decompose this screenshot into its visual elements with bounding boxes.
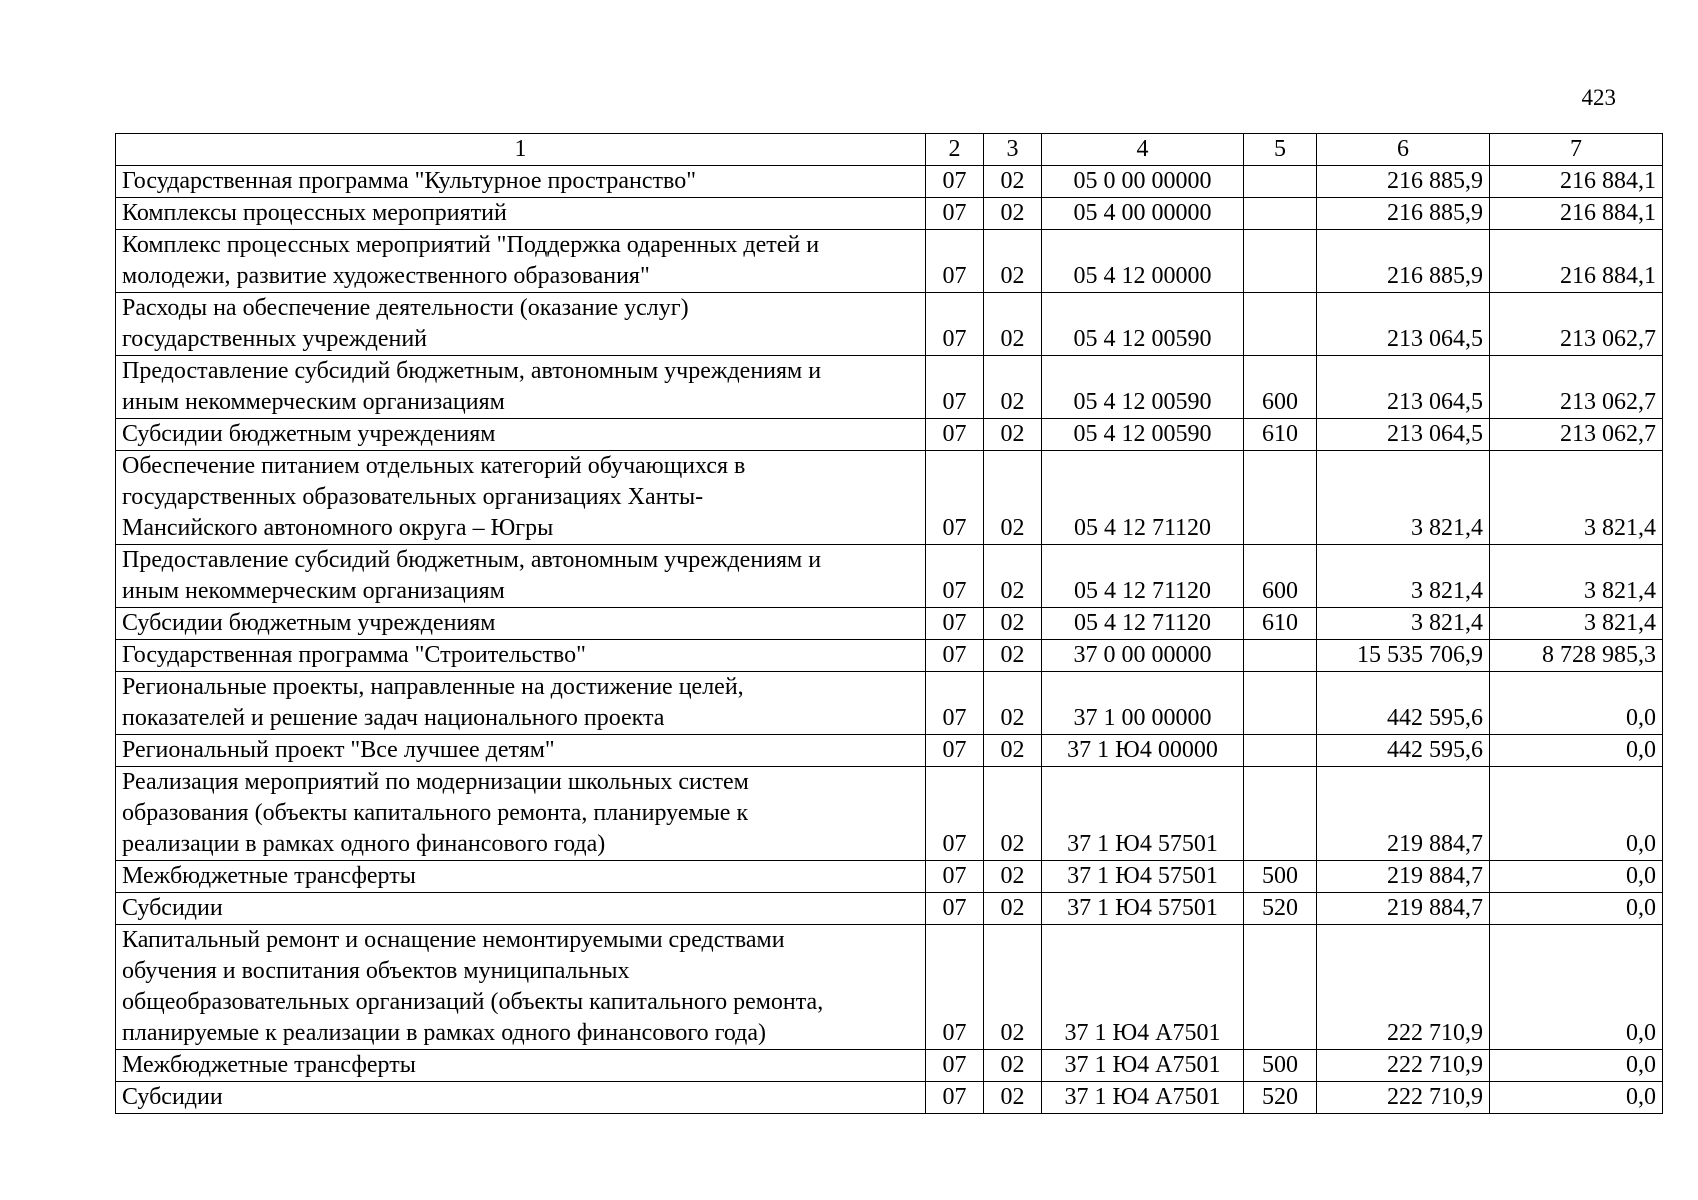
row-name-cell: Комплексы процессных мероприятий xyxy=(116,198,926,230)
row-target-article-cell: 37 1 Ю4 57501 xyxy=(1042,861,1244,893)
row-name-cell: Субсидии бюджетным учреждениям xyxy=(116,419,926,451)
table-row xyxy=(116,166,1663,198)
row-subsection-cell: 02 xyxy=(984,767,1042,861)
row-amount-2-cell: 0,0 xyxy=(1490,672,1663,735)
table-row xyxy=(116,419,1663,451)
row-section-cell: 07 xyxy=(926,419,984,451)
row-target-article-cell: 37 1 Ю4 А7501 xyxy=(1042,1050,1244,1082)
row-name-cell: Расходы на обеспечение деятельности (оказание услуг) государственных учреждений xyxy=(116,293,926,356)
row-name-cell: Реализация мероприятий по модернизации школьных систем образования (объекты капитального ремонта, планируемые к реализации в рамках одного финансового года) xyxy=(116,767,926,861)
row-section-cell: 07 xyxy=(926,925,984,1050)
table-row xyxy=(116,451,1663,545)
row-section-cell: 07 xyxy=(926,893,984,925)
row-name-cell: Субсидии xyxy=(116,1082,926,1114)
row-section-cell: 07 xyxy=(926,230,984,293)
row-subsection-cell: 02 xyxy=(984,230,1042,293)
row-amount-1-cell: 3 821,4 xyxy=(1317,608,1490,640)
row-name-cell: Обеспечение питанием отдельных категорий обучающихся в государственных образовательных организациях Ханты- Мансийского автономного округа – Югры xyxy=(116,451,926,545)
row-subsection-cell: 02 xyxy=(984,356,1042,419)
row-target-article-cell: 05 4 12 71120 xyxy=(1042,608,1244,640)
row-target-article-cell: 37 1 Ю4 57501 xyxy=(1042,767,1244,861)
row-amount-2-cell: 0,0 xyxy=(1490,1050,1663,1082)
row-subsection-cell: 02 xyxy=(984,672,1042,735)
row-subsection-cell: 02 xyxy=(984,861,1042,893)
row-target-article-cell: 05 4 12 00590 xyxy=(1042,356,1244,419)
row-expense-type-cell xyxy=(1244,230,1317,293)
row-section-cell: 07 xyxy=(926,640,984,672)
row-amount-1-cell: 213 064,5 xyxy=(1317,356,1490,419)
row-section-cell: 07 xyxy=(926,293,984,356)
row-expense-type-cell xyxy=(1244,735,1317,767)
row-expense-type-cell: 610 xyxy=(1244,608,1317,640)
row-subsection-cell: 02 xyxy=(984,735,1042,767)
row-amount-1-cell: 219 884,7 xyxy=(1317,893,1490,925)
row-expense-type-cell: 500 xyxy=(1244,1050,1317,1082)
row-amount-1-cell: 222 710,9 xyxy=(1317,1050,1490,1082)
row-name-cell: Межбюджетные трансферты xyxy=(116,861,926,893)
row-amount-1-cell: 3 821,4 xyxy=(1317,451,1490,545)
row-expense-type-cell xyxy=(1244,198,1317,230)
row-amount-1-cell: 219 884,7 xyxy=(1317,861,1490,893)
row-expense-type-cell: 600 xyxy=(1244,545,1317,608)
row-target-article-cell: 05 4 12 00000 xyxy=(1042,230,1244,293)
header-row xyxy=(116,134,1663,166)
column-header-3: 3 xyxy=(984,134,1042,166)
row-name-cell: Государственная программа "Строительство" xyxy=(116,640,926,672)
table-row xyxy=(116,861,1663,893)
row-amount-2-cell: 3 821,4 xyxy=(1490,545,1663,608)
row-amount-1-cell: 219 884,7 xyxy=(1317,767,1490,861)
table-row xyxy=(116,767,1663,861)
column-header-4: 4 xyxy=(1042,134,1244,166)
row-section-cell: 07 xyxy=(926,608,984,640)
row-name-cell: Межбюджетные трансферты xyxy=(116,1050,926,1082)
row-expense-type-cell xyxy=(1244,767,1317,861)
row-amount-2-cell: 0,0 xyxy=(1490,925,1663,1050)
row-subsection-cell: 02 xyxy=(984,608,1042,640)
row-target-article-cell: 37 1 Ю4 57501 xyxy=(1042,893,1244,925)
table-row xyxy=(116,1082,1663,1114)
table-row xyxy=(116,545,1663,608)
row-expense-type-cell xyxy=(1244,640,1317,672)
row-target-article-cell: 37 1 Ю4 00000 xyxy=(1042,735,1244,767)
row-expense-type-cell: 520 xyxy=(1244,1082,1317,1114)
row-amount-1-cell: 213 064,5 xyxy=(1317,419,1490,451)
table-row xyxy=(116,1050,1663,1082)
row-subsection-cell: 02 xyxy=(984,1082,1042,1114)
column-header-6: 6 xyxy=(1317,134,1490,166)
table-row xyxy=(116,925,1663,1050)
row-amount-1-cell: 216 885,9 xyxy=(1317,198,1490,230)
row-target-article-cell: 37 1 00 00000 xyxy=(1042,672,1244,735)
table-row xyxy=(116,893,1663,925)
row-amount-2-cell: 216 884,1 xyxy=(1490,198,1663,230)
row-name-cell: Субсидии xyxy=(116,893,926,925)
row-expense-type-cell: 520 xyxy=(1244,893,1317,925)
row-expense-type-cell xyxy=(1244,293,1317,356)
row-target-article-cell: 05 4 12 71120 xyxy=(1042,451,1244,545)
table-body xyxy=(116,166,1663,1114)
row-amount-1-cell: 216 885,9 xyxy=(1317,166,1490,198)
row-amount-2-cell: 213 062,7 xyxy=(1490,419,1663,451)
row-subsection-cell: 02 xyxy=(984,198,1042,230)
row-subsection-cell: 02 xyxy=(984,893,1042,925)
row-amount-2-cell: 213 062,7 xyxy=(1490,356,1663,419)
row-subsection-cell: 02 xyxy=(984,166,1042,198)
row-name-cell: Комплекс процессных мероприятий "Поддержка одаренных детей и молодежи, развитие художественного образования" xyxy=(116,230,926,293)
row-target-article-cell: 05 0 00 00000 xyxy=(1042,166,1244,198)
table-row xyxy=(116,198,1663,230)
column-header-7: 7 xyxy=(1490,134,1663,166)
column-header-2: 2 xyxy=(926,134,984,166)
row-amount-2-cell: 0,0 xyxy=(1490,1082,1663,1114)
row-amount-1-cell: 216 885,9 xyxy=(1317,230,1490,293)
table-row xyxy=(116,640,1663,672)
row-section-cell: 07 xyxy=(926,451,984,545)
row-expense-type-cell xyxy=(1244,925,1317,1050)
row-target-article-cell: 05 4 12 00590 xyxy=(1042,293,1244,356)
row-section-cell: 07 xyxy=(926,545,984,608)
row-section-cell: 07 xyxy=(926,672,984,735)
row-section-cell: 07 xyxy=(926,198,984,230)
row-target-article-cell: 37 0 00 00000 xyxy=(1042,640,1244,672)
row-amount-2-cell: 8 728 985,3 xyxy=(1490,640,1663,672)
row-target-article-cell: 05 4 00 00000 xyxy=(1042,198,1244,230)
row-section-cell: 07 xyxy=(926,166,984,198)
row-subsection-cell: 02 xyxy=(984,451,1042,545)
row-subsection-cell: 02 xyxy=(984,545,1042,608)
row-amount-1-cell: 3 821,4 xyxy=(1317,545,1490,608)
row-expense-type-cell xyxy=(1244,451,1317,545)
row-amount-1-cell: 222 710,9 xyxy=(1317,1082,1490,1114)
row-amount-2-cell: 213 062,7 xyxy=(1490,293,1663,356)
row-amount-2-cell: 0,0 xyxy=(1490,893,1663,925)
table-row xyxy=(116,735,1663,767)
row-amount-1-cell: 15 535 706,9 xyxy=(1317,640,1490,672)
table-row xyxy=(116,672,1663,735)
row-expense-type-cell xyxy=(1244,672,1317,735)
row-amount-2-cell: 0,0 xyxy=(1490,767,1663,861)
row-subsection-cell: 02 xyxy=(984,1050,1042,1082)
row-expense-type-cell: 610 xyxy=(1244,419,1317,451)
row-expense-type-cell xyxy=(1244,166,1317,198)
row-name-cell: Предоставление субсидий бюджетным, автономным учреждениям и иным некоммерческим организациям xyxy=(116,545,926,608)
row-amount-2-cell: 216 884,1 xyxy=(1490,166,1663,198)
row-name-cell: Капитальный ремонт и оснащение немонтируемыми средствами обучения и воспитания объектов муниципальных общеобразовательных организаций (объекты капитального ремонта, планируемые к реализации в рамках одного финансового года) xyxy=(116,925,926,1050)
row-expense-type-cell: 600 xyxy=(1244,356,1317,419)
row-name-cell: Государственная программа "Культурное пространство" xyxy=(116,166,926,198)
table-row xyxy=(116,230,1663,293)
table-row xyxy=(116,608,1663,640)
row-amount-2-cell: 0,0 xyxy=(1490,861,1663,893)
table-row xyxy=(116,293,1663,356)
page-number: 423 xyxy=(1581,85,1616,110)
row-name-cell: Субсидии бюджетным учреждениям xyxy=(116,608,926,640)
row-target-article-cell: 37 1 Ю4 А7501 xyxy=(1042,925,1244,1050)
row-name-cell: Региональный проект "Все лучшее детям" xyxy=(116,735,926,767)
row-amount-2-cell: 216 884,1 xyxy=(1490,230,1663,293)
row-section-cell: 07 xyxy=(926,767,984,861)
column-header-5: 5 xyxy=(1244,134,1317,166)
row-amount-1-cell: 442 595,6 xyxy=(1317,735,1490,767)
row-subsection-cell: 02 xyxy=(984,640,1042,672)
row-section-cell: 07 xyxy=(926,861,984,893)
row-section-cell: 07 xyxy=(926,735,984,767)
row-amount-1-cell: 222 710,9 xyxy=(1317,925,1490,1050)
row-section-cell: 07 xyxy=(926,1050,984,1082)
row-amount-2-cell: 0,0 xyxy=(1490,735,1663,767)
row-subsection-cell: 02 xyxy=(984,293,1042,356)
row-section-cell: 07 xyxy=(926,356,984,419)
row-amount-2-cell: 3 821,4 xyxy=(1490,451,1663,545)
row-target-article-cell: 05 4 12 71120 xyxy=(1042,545,1244,608)
row-target-article-cell: 37 1 Ю4 А7501 xyxy=(1042,1082,1244,1114)
row-target-article-cell: 05 4 12 00590 xyxy=(1042,419,1244,451)
table-row xyxy=(116,356,1663,419)
row-name-cell: Региональные проекты, направленные на достижение целей, показателей и решение задач национального проекта xyxy=(116,672,926,735)
row-section-cell: 07 xyxy=(926,1082,984,1114)
budget-table xyxy=(115,133,1663,1114)
row-amount-1-cell: 442 595,6 xyxy=(1317,672,1490,735)
row-subsection-cell: 02 xyxy=(984,925,1042,1050)
row-amount-1-cell: 213 064,5 xyxy=(1317,293,1490,356)
column-header-1: 1 xyxy=(116,134,926,166)
row-name-cell: Предоставление субсидий бюджетным, автономным учреждениям и иным некоммерческим организациям xyxy=(116,356,926,419)
row-amount-2-cell: 3 821,4 xyxy=(1490,608,1663,640)
row-subsection-cell: 02 xyxy=(984,419,1042,451)
row-expense-type-cell: 500 xyxy=(1244,861,1317,893)
